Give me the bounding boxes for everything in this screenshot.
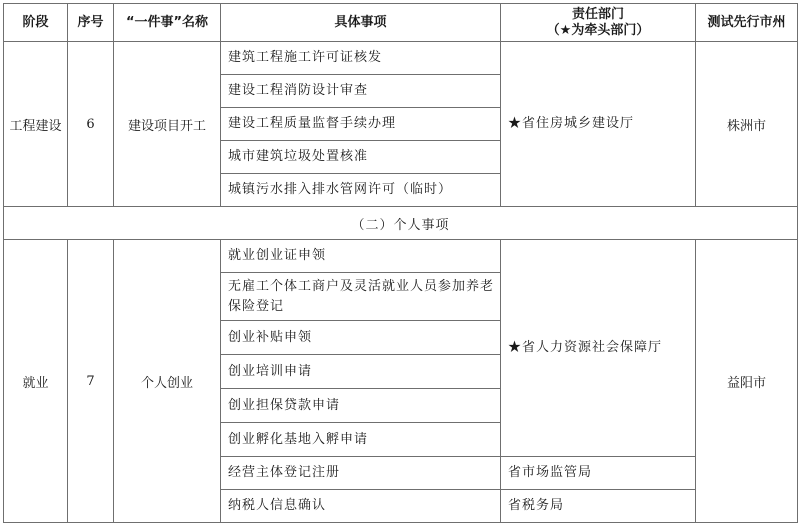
section-title: （二）个人事项 [4,207,798,240]
one-thing-name-cell: 建设项目开工 [114,42,221,207]
item-cell: 经营主体登记注册 [221,457,501,490]
city-cell: 益阳市 [696,240,798,523]
stage-cell: 工程建设 [4,42,68,207]
department-cell: ★省人力资源社会保障厅 [501,240,696,457]
header-pilot-city: 测试先行市州 [696,4,798,42]
department-cell: 省市场监管局 [501,457,696,490]
item-cell: 就业创业证申领 [221,240,501,273]
item-cell: 无雇工个体工商户及灵活就业人员参加养老保险登记 [221,273,501,321]
section-row [4,207,798,240]
item-cell: 建设工程消防设计审查 [221,75,501,108]
item-cell: 建筑工程施工许可证核发 [221,42,501,75]
item-cell: 创业担保贷款申请 [221,389,501,423]
department-cell: 省税务局 [501,490,696,523]
seq-cell: 6 [68,42,114,207]
one-thing-name-cell: 个人创业 [114,240,221,523]
item-cell: 城镇污水排入排水管网许可（临时） [221,174,501,207]
table-row [4,240,798,273]
item-cell: 城市建筑垃圾处置核准 [221,141,501,174]
item-cell: 创业补贴申领 [221,321,501,355]
item-cell: 创业培训申请 [221,355,501,389]
item-cell: 创业孵化基地入孵申请 [221,423,501,457]
header-row [4,4,798,42]
header-one-thing-name: “一件事”名称 [114,4,221,42]
header-stage: 阶段 [4,4,68,42]
item-cell: 建设工程质量监督手续办理 [221,108,501,141]
table-row [4,42,798,75]
header-seq: 序号 [68,4,114,42]
header-department [501,4,696,42]
seq-cell: 7 [68,240,114,523]
affairs-table [3,3,798,523]
header-items: 具体事项 [221,4,501,42]
city-cell: 株洲市 [696,42,798,207]
header-department-line1: 责任部门 [571,6,624,22]
header-department-line2: （★为牵头部门） [546,22,650,38]
item-cell: 纳税人信息确认 [221,490,501,523]
stage-cell: 就业 [4,240,68,523]
department-cell: ★省住房城乡建设厅 [501,42,696,207]
